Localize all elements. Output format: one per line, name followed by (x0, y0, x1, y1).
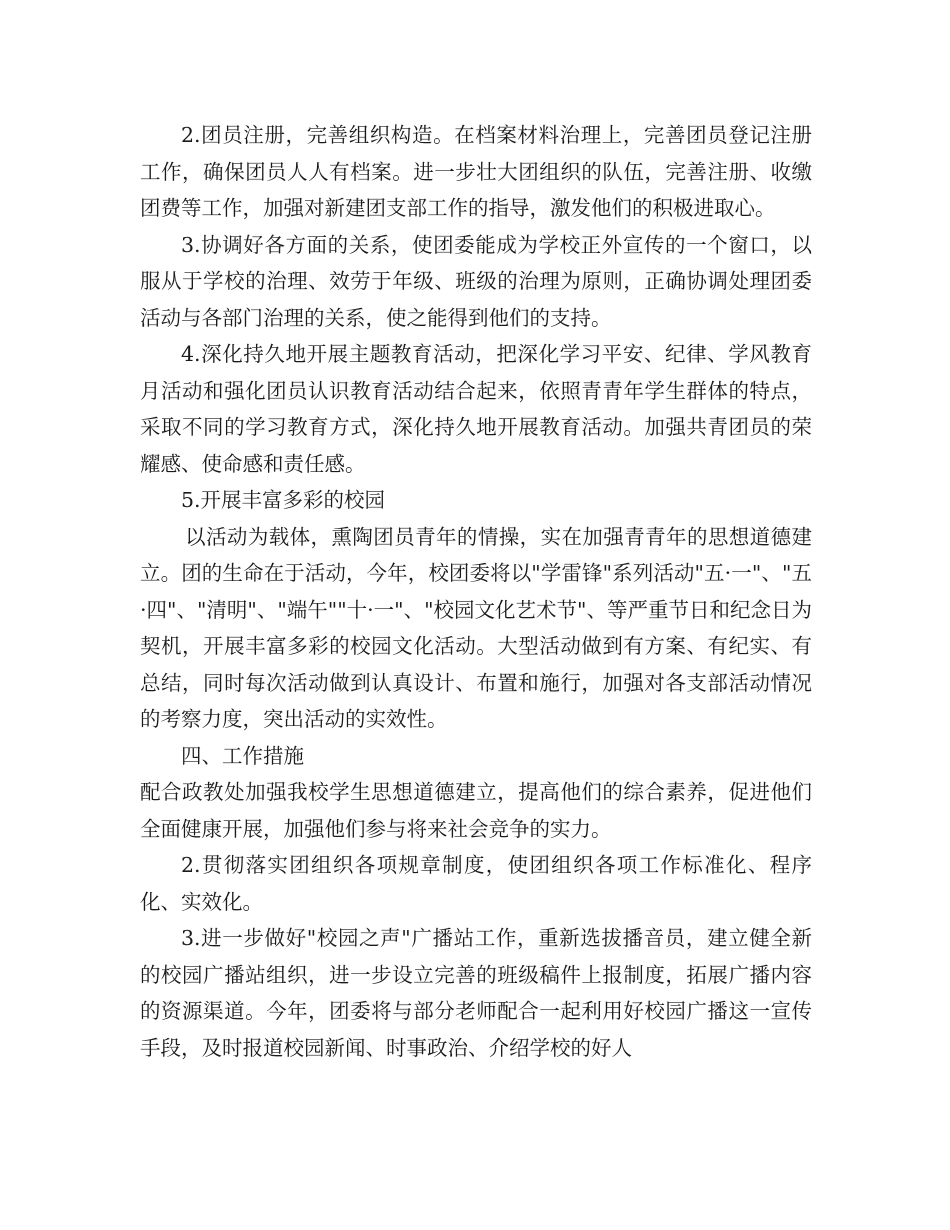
paragraph-theme-education: 4.深化持久地开展主题教育活动，把深化学习平安、纪律、学风教育月活动和强化团员认识教育活动结合起来，依照青青年学生群体的特点，采取不同的学习教育方式，深化持久地开展教育活动。加强共青团员的荣耀感、使命感和责任感。 (140, 342, 812, 476)
paragraph-implement-regulations: 2.贯彻落实团组织各项规章制度，使团组织各项工作标准化、程序化、实效化。 (140, 853, 812, 914)
paragraph-moral-education: 配合政教处加强我校学生思想道德建立，提高他们的综合素养，促进他们全面健康开展，加强他们参与将来社会竞争的实力。 (140, 780, 812, 841)
document-page (140, 117, 812, 1066)
paragraph-campus-activities-heading: 5.开展丰富多彩的校园 (181, 488, 386, 512)
section-heading-work-measures: 四、工作措施 (181, 743, 304, 768)
paragraph-member-registration: 2.团员注册，完善组织构造。在档案材料治理上，完善团员登记注册工作，确保团员人人有档案。进一步壮大团组织的队伍，完善注册、收缴团费等工作，加强对新建团支部工作的指导，激发他们的积极进取心。 (140, 123, 812, 220)
paragraph-coordinate-relations: 3.协调好各方面的关系，使团委能成为学校正外宣传的一个窗口，以服从于学校的治理、效劳于年级、班级的治理为原则，正确协调处理团委活动与各部门治理的关系，使之能得到他们的支持。 (140, 232, 812, 330)
paragraph-broadcast-station: 3.进一步做好"校园之声"广播站工作，重新选拔播音员，建立健全新的校园广播站组织，进一步设立完善的班级稿件上报制度，拓展广播内容的资源渠道。今年，团委将与部分老师配合一起利用好校园广播这一宣传手段，及时报道校园新闻、时事政治、介绍学校的好人 (140, 926, 812, 1060)
paragraph-activities-carrier: 以活动为载体，熏陶团员青年的情操，实在加强青青年的思想道德建立。团的生命在于活动，今年，校团委将以"学雷锋"系列活动"五·一"、"五·四"、"清明"、"端午""十·一"、"校园文化艺术节"、等严重节日和纪念日为契机，开展丰富多彩的校园文化活动。大型活动做到有方案、有纪实、有总结，同时每次活动做到认真设计、布置和施行，加强对各支部活动情况的考察力度，突出活动的实效性。 (140, 524, 812, 731)
